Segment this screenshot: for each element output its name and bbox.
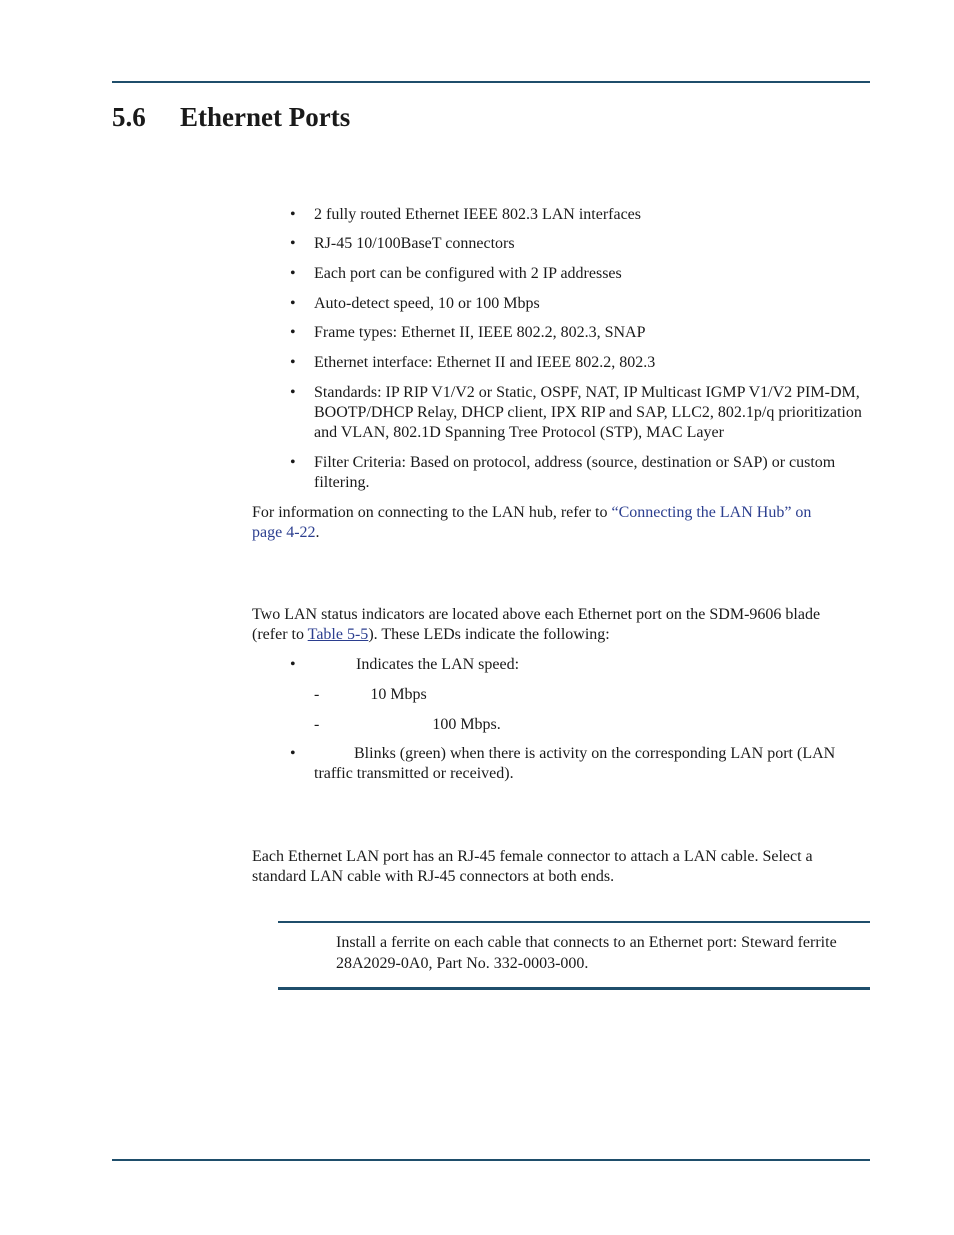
- speed-10-text: 10 Mbps: [370, 686, 427, 703]
- led-speed-item: [290, 655, 870, 675]
- feature-text: Ethernet interface: Ethernet II and IEEE 802.2, 802.3: [314, 354, 656, 371]
- led-intro-suffix: ). These LEDs indicate the following:: [368, 626, 610, 643]
- feature-text: 2 fully routed Ethernet IEEE 802.3 LAN interfaces: [314, 206, 641, 223]
- feature-item: [290, 205, 870, 225]
- led-activity-line1: Blinks (green) when there is activity on the corresponding LAN port (LAN: [354, 745, 836, 762]
- led-activity-line2: traffic transmitted or received).: [314, 765, 514, 782]
- footer-rule: [112, 1159, 870, 1161]
- led-activity-item: [290, 744, 870, 784]
- lan-hub-prefix: For information on connecting to the LAN hub, refer to: [252, 504, 612, 521]
- connector-paragraph: [252, 847, 870, 887]
- note-top-rule: [278, 921, 870, 923]
- bullet-icon: •: [290, 265, 296, 282]
- note-line2: 28A2029-0A0, Part No. 332-0003-000.: [336, 955, 589, 972]
- feature-item: [290, 383, 870, 443]
- section-heading: [112, 102, 350, 133]
- feature-text: Standards: IP RIP V1/V2 or Static, OSPF, NAT, IP Multicast IGMP V1/V2 PIM-DM, BOOTP/DHCP Relay, DHCP client, IPX RIP and SAP, LLC2, 802.1p/q prioritization and VLAN, 802.1D Spanning Tree Protocol (STP), MAC Layer: [314, 384, 862, 441]
- led-intro-line1: Two LAN status indicators are located above each Ethernet port on the SDM-9606 blade: [252, 606, 821, 623]
- connector-line1: Each Ethernet LAN port has an RJ-45 female connector to attach a LAN cable. Select a: [252, 848, 813, 865]
- lan-hub-paragraph: [252, 503, 870, 543]
- table-reference-link[interactable]: Table 5-5: [307, 626, 369, 643]
- feature-text: Auto-detect speed, 10 or 100 Mbps: [314, 295, 540, 312]
- lan-hub-suffix: .: [315, 524, 320, 541]
- bullet-icon: •: [290, 454, 296, 471]
- connector-line2: standard LAN cable with RJ-45 connectors at both ends.: [252, 868, 615, 885]
- feature-item: [290, 453, 870, 493]
- feature-item: [290, 234, 870, 254]
- note-line1: Install a ferrite on each cable that connects to an Ethernet port: Steward ferrite: [336, 934, 837, 951]
- speed-100-item: [314, 715, 501, 735]
- header-rule: [112, 81, 870, 83]
- feature-item: [290, 294, 870, 314]
- feature-item: [290, 323, 870, 343]
- bullet-icon: •: [290, 745, 296, 762]
- note-bottom-rule: [278, 987, 870, 990]
- bullet-icon: •: [290, 295, 296, 312]
- section-title: Ethernet Ports: [180, 102, 351, 132]
- feature-text: RJ-45 10/100BaseT connectors: [314, 235, 515, 252]
- ferrite-note: [336, 932, 870, 974]
- lan-hub-link[interactable]: “Connecting the LAN Hub” on: [611, 504, 812, 521]
- section-number: 5.6: [112, 102, 146, 132]
- speed-100-text: 100 Mbps.: [432, 716, 501, 733]
- feature-text: Filter Criteria: Based on protocol, address (source, destination or SAP) or custom filtering.: [314, 454, 836, 491]
- led-speed-text: Indicates the LAN speed:: [356, 656, 520, 673]
- lan-hub-link-page[interactable]: page 4-22: [252, 524, 316, 541]
- feature-text: Each port can be configured with 2 IP addresses: [314, 265, 622, 282]
- bullet-icon: •: [290, 384, 296, 401]
- feature-item: [290, 264, 870, 284]
- led-activity-text: [314, 744, 870, 784]
- led-intro-prefix: (refer to: [252, 626, 308, 643]
- bullet-icon: •: [290, 235, 296, 252]
- speed-10-item: [314, 685, 427, 705]
- led-intro-paragraph: [252, 605, 870, 645]
- feature-item: [290, 353, 870, 373]
- bullet-icon: •: [290, 354, 296, 371]
- dash-icon: -: [314, 716, 320, 733]
- dash-icon: -: [314, 686, 320, 703]
- bullet-icon: •: [290, 206, 296, 223]
- bullet-icon: •: [290, 324, 296, 341]
- feature-text: Frame types: Ethernet II, IEEE 802.2, 802.3, SNAP: [314, 324, 646, 341]
- bullet-icon: •: [290, 656, 296, 673]
